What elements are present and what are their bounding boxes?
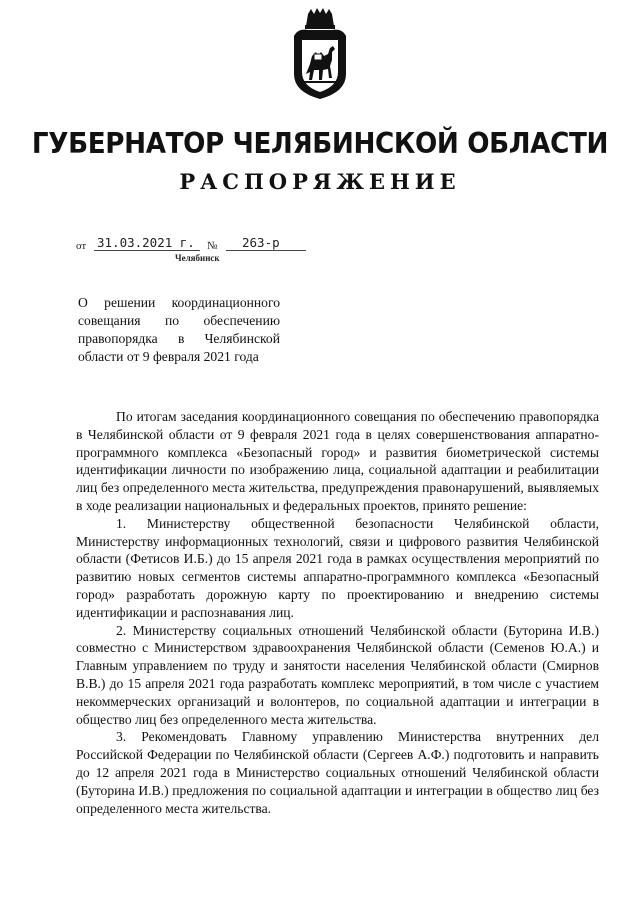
- document-number: 263-р: [242, 235, 280, 250]
- authority-title: ГУБЕРНАТОР ЧЕЛЯБИНСКОЙ ОБЛАСТИ: [31, 127, 609, 160]
- date-label: от: [76, 240, 87, 252]
- issue-city: Челябинск: [175, 253, 220, 263]
- registration-line: [76, 234, 376, 254]
- number-underline: [226, 250, 306, 251]
- document-subject: О решении координационного совещания по обеспечению правопорядка в Челябинской области от 9 февраля 2021 года: [78, 295, 280, 364]
- clause-paragraph-1: 1. Министерству общественной безопасности Челябинской области, Министерству информационных технологий, связи и цифрового развития Челябинской области (Фетисов И.Б.) до 15 апреля 2021 года в рамках осуществления мероприятий по развитию новых сегментов системы аппаратно-программного комплекса «Безопасный город» разработать дорожную карту по проектированию и внедрению системы идентификации и распознавания лиц.: [76, 515, 599, 620]
- number-label: №: [207, 240, 218, 252]
- date-underline: [94, 250, 200, 251]
- preamble-paragraph: По итогам заседания координационного совещания по обеспечению правопорядка в Челябинской области от 9 февраля 2021 года в целях совершенствования аппаратно-программного комплекса «Безопасный город» и развития биометрической системы идентификации личности по изображению лица, социальной адаптации и реабилитации лиц без определенного места жительства, предупреждения правонарушений, выявляемых в ходе реализации национальных и федеральных проектов, принято решение:: [76, 409, 599, 513]
- document-type: РАСПОРЯЖЕНИЕ: [179, 169, 461, 194]
- document-date: 31.03.2021 г.: [97, 235, 195, 250]
- chelyabinsk-region-coat-of-arms-icon: [288, 8, 352, 100]
- clause-paragraph-3: 3. Рекомендовать Главному управлению Министерства внутренних дел Российской Федерации по Челябинской области (Сергеев А.Ф.) подготовить и направить до 12 апреля 2021 года в Министерство социальных отношений Челябинской области (Буторина И.В.) предложения по социальной адаптации и интеграции в общество лиц без определенного места жительства.: [76, 729, 599, 816]
- clause-paragraph-2: 2. Министерству социальных отношений Челябинской области (Буторина И.В.) совместно с Министерством здравоохранения Челябинской области (Семенов Ю.А.) и Главным управлением по труду и занятости населения Челябинской области (Смирнов В.В.) до 15 апреля 2021 года разработать комплекс мероприятий, в том числе с участием некоммерческих организаций и волонтеров, по социальной адаптации и интеграции в общество лиц без определенного места жительства.: [76, 622, 599, 727]
- document-body: [76, 408, 599, 817]
